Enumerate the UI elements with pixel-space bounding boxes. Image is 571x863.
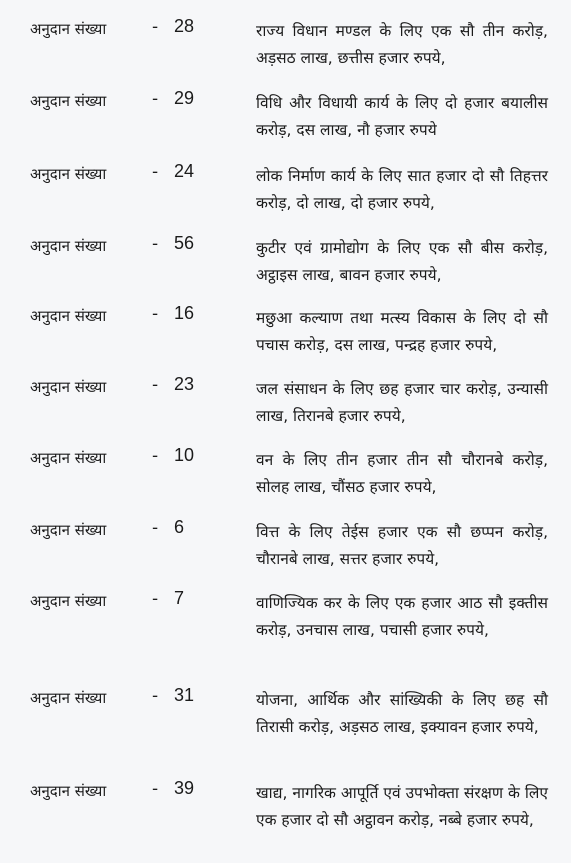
grant-dash: -: [152, 779, 159, 799]
grant-number: 29: [174, 88, 195, 108]
grant-description: वित्त के लिए तेईस हजार एक सौ छप्पन करोड़, चौरानबे लाख, सत्तर हजार रुपये,: [256, 523, 548, 568]
grant-number: 24: [174, 161, 195, 181]
grant-number: 31: [174, 685, 195, 705]
grant-number: 10: [174, 445, 195, 465]
grant-description: लोक निर्माण कार्य के लिए सात हजार दो सौ तिहत्तर करोड़, दो लाख, दो हजार रुपये,: [256, 167, 548, 212]
grant-dash: -: [152, 162, 159, 182]
grant-label: अनुदान संख्या: [30, 378, 107, 396]
grant-label: अनुदान संख्या: [30, 449, 107, 467]
grant-number: 7: [174, 588, 185, 608]
grant-description: जल संसाधन के लिए छह हजार चार करोड़, उन्यासी लाख, तिरानबे हजार रुपये,: [256, 380, 548, 425]
grant-label: अनुदान संख्या: [30, 782, 107, 800]
grant-label: अनुदान संख्या: [30, 689, 107, 707]
grant-dash: -: [152, 375, 159, 395]
grant-dash: -: [152, 518, 159, 538]
grant-description: मछुआ कल्याण तथा मत्स्य विकास के लिए दो सौ पचास करोड़, दस लाख, पन्द्रह हजार रुपये,: [256, 309, 548, 354]
grant-dash: -: [152, 589, 159, 609]
grant-description: योजना, आर्थिक और सांख्यिकी के लिए छह सौ तिरासी करोड़, अड़सठ लाख, इक्यावन हजार रुपये,: [256, 691, 548, 736]
grant-label: अनुदान संख्या: [30, 165, 107, 183]
grant-description: राज्य विधान मण्डल के लिए एक सौ तीन करोड़, अड़सठ लाख, छत्तीस हजार रुपये,: [256, 22, 548, 67]
grant-dash: -: [152, 686, 159, 706]
grant-description: वन के लिए तीन हजार तीन सौ चौरानबे करोड़, सोलह लाख, चौंसठ हजार रुपये,: [256, 451, 548, 496]
grant-description: कुटीर एवं ग्रामोद्योग के लिए एक सौ बीस करोड़, अट्ठाइस लाख, बावन हजार रुपये,: [256, 239, 548, 284]
grant-number: 56: [174, 233, 195, 253]
grant-number: 16: [174, 303, 195, 323]
grant-label: अनुदान संख्या: [30, 92, 107, 110]
grant-label: अनुदान संख्या: [30, 592, 107, 610]
grant-number: 23: [174, 374, 195, 394]
grant-description: खाद्य, नागरिक आपूर्ति एवं उपभोक्ता संरक्षण के लिए एक हजार दो सौ अट्ठावन करोड़, नब्बे हजार रुपये,: [256, 784, 548, 829]
grant-label: अनुदान संख्या: [30, 307, 107, 325]
grant-dash: -: [152, 89, 159, 109]
grant-label: अनुदान संख्या: [30, 20, 107, 38]
grant-number: 6: [174, 517, 185, 537]
grant-label: अनुदान संख्या: [30, 237, 107, 255]
grant-dash: -: [152, 304, 159, 324]
grant-dash: -: [152, 17, 159, 37]
grant-description: विधि और विधायी कार्य के लिए दो हजार बयालीस करोड़, दस लाख, नौ हजार रुपये: [256, 94, 548, 139]
grant-number: 28: [174, 16, 195, 36]
grant-dash: -: [152, 446, 159, 466]
grant-description: वाणिज्यिक कर के लिए एक हजार आठ सौ इक्तीस करोड़, उनचास लाख, पचासी हजार रुपये,: [256, 594, 548, 639]
grant-label: अनुदान संख्या: [30, 521, 107, 539]
grant-number: 39: [174, 778, 195, 798]
grant-dash: -: [152, 234, 159, 254]
